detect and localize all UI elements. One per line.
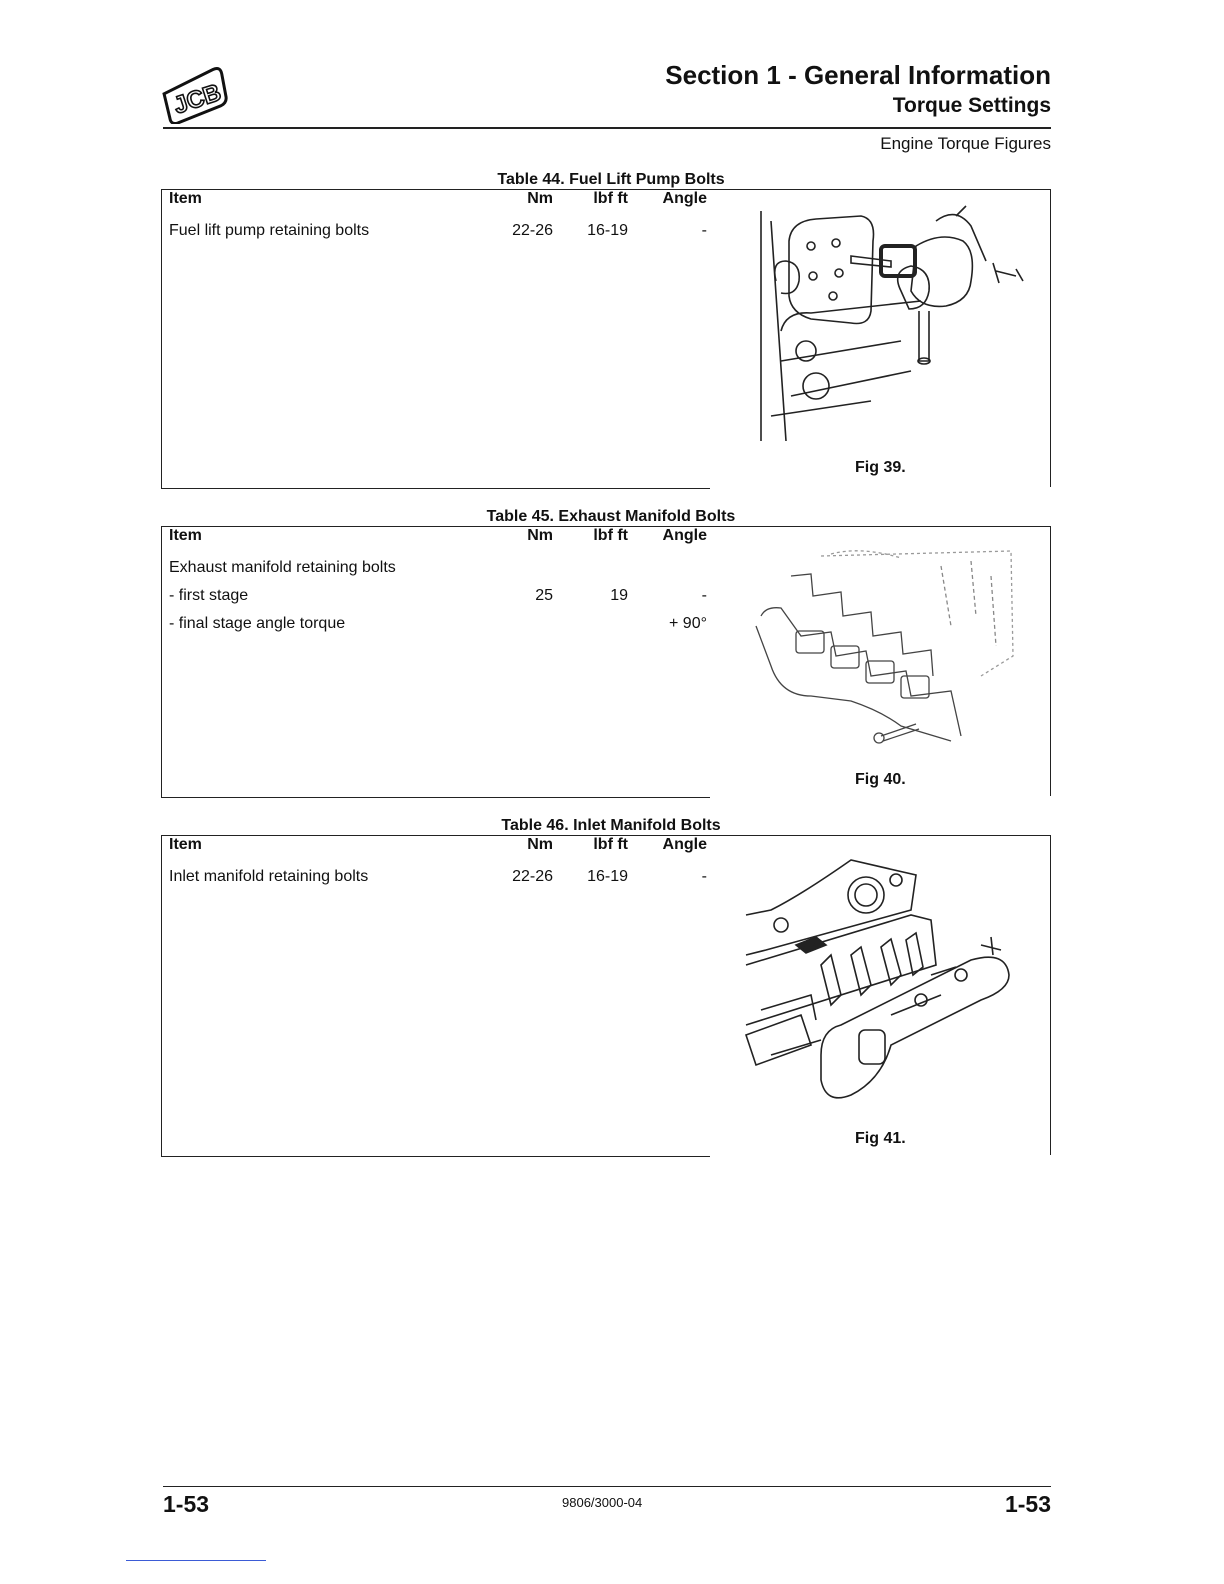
column-header-angle: Angle bbox=[662, 527, 707, 544]
lbf-ft-cell: 19 bbox=[610, 587, 628, 604]
column-header-angle: Angle bbox=[662, 190, 707, 207]
table-header-row bbox=[162, 527, 710, 555]
inlet-manifold-illustration bbox=[741, 855, 1031, 1120]
page-number-right: 1-53 bbox=[1004, 1491, 1051, 1517]
footer-divider bbox=[163, 1486, 1051, 1487]
lbf-ft-cell: 16-19 bbox=[587, 868, 628, 885]
column-header-item: Item bbox=[169, 527, 202, 544]
figure-caption: Fig 39. bbox=[855, 459, 906, 476]
figure-frame-top bbox=[709, 526, 1051, 527]
table-row bbox=[162, 555, 710, 583]
nm-cell: 25 bbox=[535, 587, 553, 604]
column-header-nm: Nm bbox=[527, 190, 553, 207]
angle-cell: + 90° bbox=[669, 615, 707, 632]
table-block-46 bbox=[161, 817, 1052, 1159]
figure-frame-right bbox=[1050, 526, 1051, 796]
table-block-45 bbox=[161, 508, 1052, 800]
table-caption: Table 45. Exhaust Manifold Bolts bbox=[486, 508, 736, 525]
item-cell: Inlet manifold retaining bolts bbox=[169, 868, 369, 885]
table-row bbox=[162, 218, 710, 246]
figure-frame-top bbox=[709, 835, 1051, 836]
column-header-nm: Nm bbox=[527, 836, 553, 853]
table-caption: Table 46. Inlet Manifold Bolts bbox=[501, 817, 721, 834]
lbf-ft-cell: 16-19 bbox=[587, 222, 628, 239]
column-header-item: Item bbox=[169, 190, 202, 207]
torque-table bbox=[161, 189, 710, 489]
figure-frame-right bbox=[1050, 835, 1051, 1155]
angle-cell: - bbox=[701, 587, 707, 604]
item-cell: - first stage bbox=[169, 587, 249, 604]
column-header-angle: Angle bbox=[662, 836, 707, 853]
table-block-44 bbox=[161, 171, 1052, 491]
column-header-lbf-ft: lbf ft bbox=[593, 190, 628, 207]
table-row bbox=[162, 864, 710, 892]
column-header-item: Item bbox=[169, 836, 202, 853]
sub-title: Torque Settings bbox=[892, 94, 1051, 117]
angle-cell: - bbox=[701, 868, 707, 885]
jcb-logo bbox=[160, 66, 232, 124]
document-code: 9806/3000-04 bbox=[562, 1495, 643, 1510]
page-number-left: 1-53 bbox=[163, 1491, 210, 1517]
table-row bbox=[162, 583, 710, 611]
nm-cell: 22-26 bbox=[512, 222, 553, 239]
section-title: Section 1 - General Information bbox=[665, 60, 1051, 90]
figure-frame-right bbox=[1050, 189, 1051, 487]
figure-caption: Fig 40. bbox=[855, 771, 906, 788]
link-underline bbox=[126, 1560, 266, 1561]
table-caption: Table 44. Fuel Lift Pump Bolts bbox=[497, 171, 725, 188]
angle-cell: - bbox=[701, 222, 707, 239]
column-header-lbf-ft: lbf ft bbox=[593, 836, 628, 853]
nm-cell: 22-26 bbox=[512, 868, 553, 885]
header-divider bbox=[163, 127, 1051, 129]
fuel-lift-pump-illustration bbox=[741, 201, 1031, 456]
item-cell: - final stage angle torque bbox=[169, 615, 346, 632]
table-header-row bbox=[162, 190, 710, 218]
item-cell: Fuel lift pump retaining bolts bbox=[169, 222, 370, 239]
topic-label: Engine Torque Figures bbox=[880, 134, 1051, 153]
item-cell: Exhaust manifold retaining bolts bbox=[169, 559, 396, 576]
torque-table bbox=[161, 835, 710, 1157]
column-header-lbf-ft: lbf ft bbox=[593, 527, 628, 544]
column-header-nm: Nm bbox=[527, 527, 553, 544]
svg-text:JCB: JCB bbox=[170, 79, 225, 120]
table-row bbox=[162, 611, 710, 639]
torque-table bbox=[161, 526, 710, 798]
figure-frame-top bbox=[709, 189, 1051, 190]
table-header-row bbox=[162, 836, 710, 864]
figure-caption: Fig 41. bbox=[855, 1130, 906, 1147]
exhaust-manifold-illustration bbox=[741, 536, 1031, 771]
